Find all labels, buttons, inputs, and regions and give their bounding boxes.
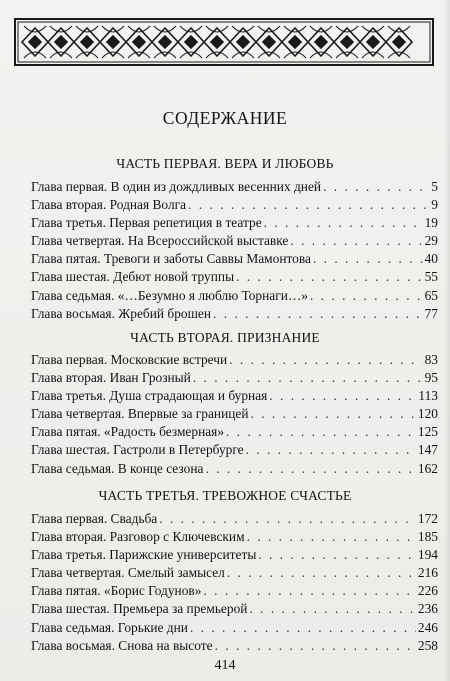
page-ref: 5: [431, 179, 438, 194]
leader-dots: [264, 215, 423, 231]
toc-entry[interactable]: [31, 233, 438, 251]
toc-entry[interactable]: [31, 269, 438, 287]
page-ref: 216: [417, 565, 438, 581]
leader-dots: [290, 233, 422, 249]
part-heading: ЧАСТЬ ТРЕТЬЯ. ТРЕВОЖНОЕ СЧАСТЬЕ: [98, 488, 352, 503]
toc-entry[interactable]: [31, 565, 438, 583]
toc-entry[interactable]: [31, 583, 438, 601]
page-ref: 125: [417, 424, 438, 440]
toc-entry[interactable]: [31, 461, 438, 479]
page-ref: 194: [417, 547, 438, 563]
toc-entry[interactable]: [31, 442, 438, 460]
leader-dots: [310, 288, 423, 304]
chapter-title: Глава пятая. Тревоги и заботы Саввы Мамонтова: [31, 251, 311, 267]
toc-entry[interactable]: [31, 638, 438, 656]
leader-dots: [205, 461, 415, 477]
page-ref: 83: [424, 352, 438, 367]
leader-dots: [258, 547, 416, 563]
toc-entry[interactable]: [31, 406, 438, 424]
toc-entry[interactable]: [31, 215, 438, 233]
leader-dots: [226, 424, 416, 440]
page-ref: 185: [417, 529, 438, 545]
chapter-title: Глава третья. Первая репетиция в театре: [31, 215, 262, 231]
part-heading: ЧАСТЬ ПЕРВАЯ. ВЕРА И ЛЮБОВЬ: [116, 156, 334, 171]
toc-entry[interactable]: [31, 251, 438, 269]
toc-entry[interactable]: [31, 288, 438, 306]
page-ref: 40: [424, 251, 438, 267]
page-ref: 147: [417, 442, 438, 458]
chapter-title: Глава пятая. «Борис Годунов»: [31, 583, 202, 599]
page-ref: 226: [417, 583, 438, 599]
page-title: СОДЕРЖАНИЕ: [162, 108, 288, 128]
leader-dots: [213, 306, 423, 322]
leader-dots: [203, 583, 415, 599]
chapter-title: Глава седьмая. В конце сезона: [31, 460, 204, 476]
page-ref: 246: [417, 619, 438, 635]
page-ref: 162: [417, 460, 438, 476]
leader-dots: [227, 565, 416, 581]
leader-dots: [246, 442, 416, 458]
toc-entry[interactable]: [31, 306, 438, 324]
leader-dots: [323, 179, 429, 195]
leader-dots: [251, 406, 416, 422]
chapter-title: Глава третья. Душа страдающая и бурная: [31, 388, 268, 404]
chapter-title: Глава восьмая. Жребий брошен: [31, 305, 212, 321]
leader-dots: [190, 620, 416, 636]
page-ref: 65: [424, 287, 438, 303]
page-ref: 29: [424, 233, 438, 249]
page-ref: 172: [417, 511, 438, 526]
chapter-title: Глава четвертая. На Всероссийской выставке: [31, 233, 289, 249]
chapter-title: Глава четвертая. Впервые за границей: [31, 406, 249, 422]
chapter-title: Глава седьмая. Горькие дни: [31, 619, 188, 635]
chapter-title: Глава шестая. Дебют новой труппы: [31, 269, 235, 285]
toc-entry[interactable]: [31, 620, 438, 638]
chapter-title: Глава седьмая. «…Безумно я люблю Торнаги…»: [31, 287, 308, 303]
toc-entry[interactable]: [31, 424, 438, 442]
toc-entry[interactable]: [31, 197, 438, 215]
part-heading: ЧАСТЬ ВТОРАЯ. ПРИЗНАНИЕ: [130, 330, 320, 345]
page-number: 414: [214, 658, 236, 673]
leader-dots: [188, 197, 429, 213]
toc-entry[interactable]: [31, 388, 438, 406]
chapter-title: Глава шестая. Премьера за премьерой: [31, 601, 248, 617]
page-edge-shadow: [444, 0, 450, 681]
leader-dots: [159, 511, 416, 527]
leader-dots: [247, 529, 416, 545]
chapter-title: Глава четвертая. Смелый замысел: [31, 565, 225, 581]
chapter-title: Глава первая. Московские встречи: [31, 352, 228, 367]
toc-entry[interactable]: [31, 547, 438, 565]
chapter-title: Глава восьмая. Снова на высоте: [31, 637, 213, 653]
page-ref: 120: [417, 406, 438, 422]
chapter-title: Глава третья. Парижские университеты: [31, 547, 257, 563]
page-ref: 113: [418, 388, 438, 404]
leader-dots: [313, 251, 423, 267]
toc-entry[interactable]: [31, 352, 438, 370]
page-ref: 258: [417, 637, 438, 653]
leader-dots: [269, 388, 416, 404]
ornament-border-icon: [14, 18, 434, 66]
page-ref: 55: [424, 269, 438, 285]
page-ref: 9: [431, 197, 438, 213]
page-ref: 236: [417, 601, 438, 617]
toc-list: [31, 352, 438, 479]
chapter-title: Глава первая. Свадьба: [31, 511, 158, 526]
toc-entry[interactable]: [31, 601, 438, 619]
page-ref: 95: [424, 370, 438, 386]
toc-entry[interactable]: [31, 179, 438, 197]
chapter-title: Глава вторая. Иван Грозный: [31, 370, 191, 386]
leader-dots: [229, 352, 422, 368]
page-ref: 77: [424, 305, 438, 321]
leader-dots: [215, 638, 416, 654]
leader-dots: [236, 269, 423, 285]
leader-dots: [249, 601, 415, 617]
leader-dots: [193, 370, 423, 386]
toc-entry[interactable]: [31, 370, 438, 388]
toc-entry[interactable]: [31, 511, 438, 529]
chapter-title: Глава первая. В один из дождливых весенних дней: [31, 179, 322, 194]
toc-list: [31, 179, 438, 324]
chapter-title: Глава вторая. Разговор с Ключевским: [31, 529, 245, 545]
chapter-title: Глава шестая. Гастроли в Петербурге: [31, 442, 244, 458]
page-ref: 19: [424, 215, 438, 231]
toc-entry[interactable]: [31, 529, 438, 547]
toc-list: [31, 511, 438, 656]
chapter-title: Глава вторая. Родная Волга: [31, 197, 187, 213]
chapter-title: Глава пятая. «Радость безмерная»: [31, 424, 225, 440]
